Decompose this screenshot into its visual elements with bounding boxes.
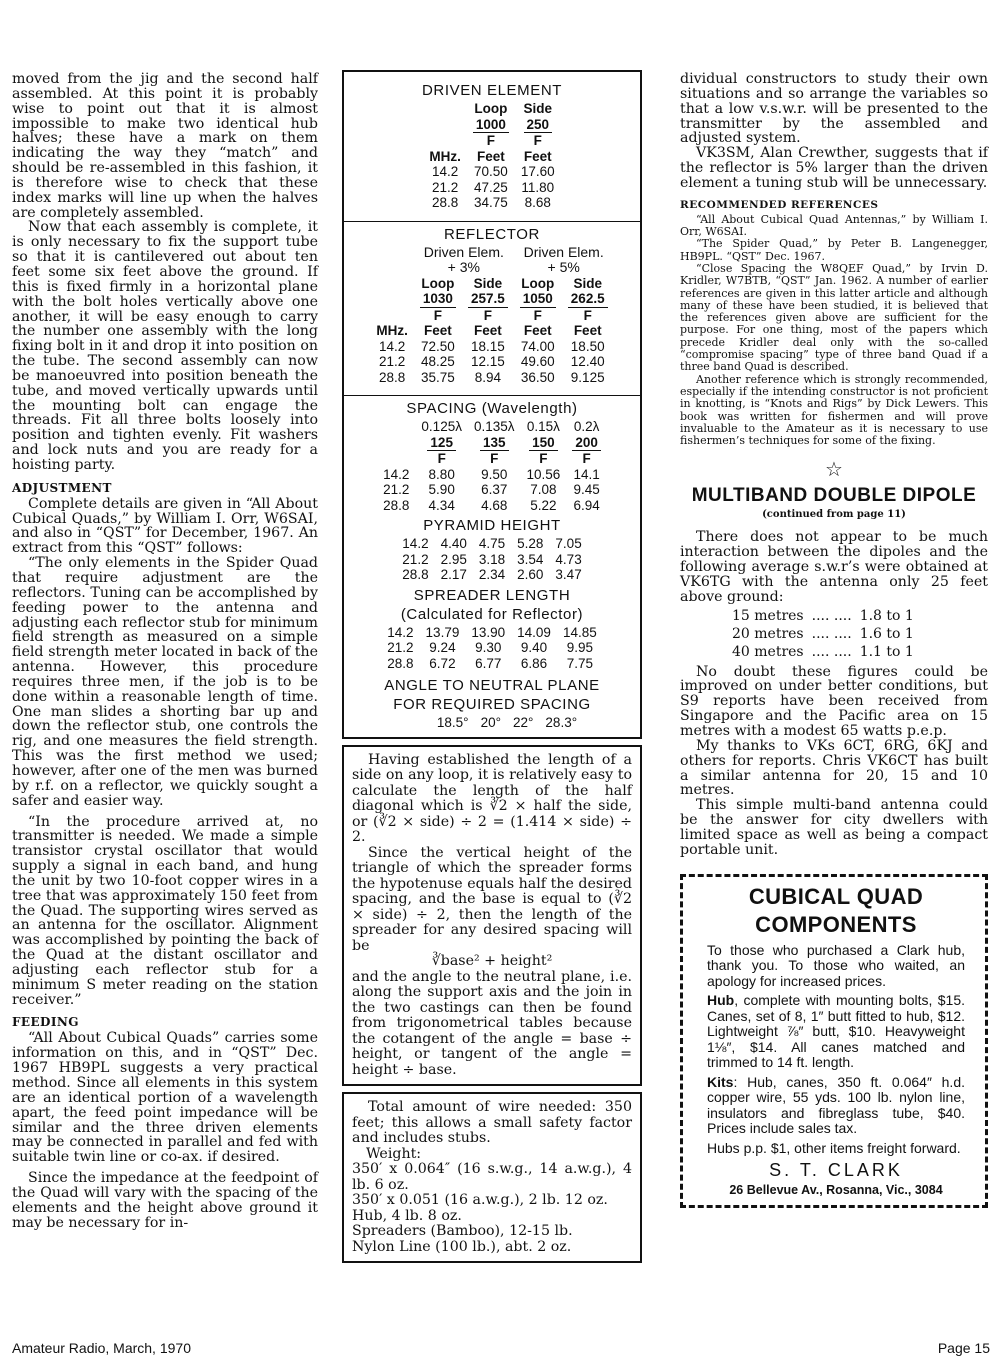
article-paragraph: “The only elements in the Spider Quad that require adjustment are the reflectors. Tuning can be accomplished by feeding power to the antenna and adjusting each reflector stub for minimum field strength as measured on a simple field strength meter located in back of the antenna. However, this procedure requires three men, if the job is to be done within a reasonable length of time. One man slides a shorting bar up and down the reflector stub, one controls the rig, and one measures the field strength. This was the first method we used; however, after one of the men was burned by r.f. on a reflector, we quickly sought a safer and easier way. bbox=[12, 555, 318, 809]
article-paragraph: Since the vertical height of the triangle of which the spreader forms the hypotenuse equals half the desired spacing, and the base is equal to (∛2 × side) ÷ 2, then the length of the spreader for any desired spacing will be bbox=[352, 844, 632, 954]
dimension-tables-box bbox=[342, 70, 642, 739]
list-item: 350′ x 0.051 (16 a.w.g.), 2 lb. 12 oz. bbox=[352, 1192, 608, 1208]
article-paragraph: This simple multi-band antenna could be the answer for city dwellers with limited space as well as being a compact portable unit. bbox=[680, 797, 988, 858]
table-row: 20 metres .... .... 1.6 to 1 bbox=[732, 625, 914, 642]
list-item: Hub, 4 lb. 8 oz. bbox=[352, 1207, 462, 1224]
multiband-subtitle: (continued from page 11) bbox=[762, 509, 906, 521]
reference-item: “Close Spacing the W8QEF Quad,” by Irvin D. Kridler, W7BTB, “QST” Jan. 1962. A number of earlier references are given in this latter article and although many of these have been studied, it is believed that the references given above are sufficient for the purpose. For one thing, most of the papers which precede Kridler deal only with the so-called “compromise spacing” type of three band Quad if a three band Quad is described. bbox=[680, 261, 988, 374]
angle-title-2: FOR REQUIRED SPACING bbox=[393, 696, 591, 713]
spacing-table: 0.125λ 0.135λ 0.15λ 0.2λ $\frac{125}{F}$ $\frac{135}{F}$ $\frac{150}{F}$ $\frac{200}{F}$ 14.2 8.80 9.50 10.56 14.1 21.2 5.90 6.37 7.08 9.45 28.8 4.34 4.68 5.22 6.94 bbox=[377, 419, 607, 513]
table-row: 14.2 72.50 18.15 74.00 18.50 bbox=[379, 338, 605, 354]
article-paragraph: Total amount of wire needed: 350 feet; this allows a small safety factor and includes stubs. bbox=[352, 1099, 632, 1146]
advertisement-box bbox=[680, 874, 988, 1209]
center-column bbox=[342, 70, 642, 1269]
spreader-formula: ∛base² + height² bbox=[431, 953, 553, 969]
table-row: 21.2 2.95 3.18 3.54 4.73 bbox=[402, 551, 582, 567]
spreader-length-title: SPREADER LENGTH bbox=[413, 586, 571, 604]
table-row: 21.2 48.25 12.15 49.60 12.40 bbox=[379, 354, 605, 369]
driven-element-table: Loop Side $\frac{1000}{F}$ $\frac{250}{F}$ MHz. Feet Feet 14.2 70.50 17.60 21.2 47.25 11.80 28.8 34.75 8.68 bbox=[423, 101, 560, 211]
ad-kits-paragraph: Kits: Hub, canes, 350 ft. 0.064″ h.d. copper wire, 55 yds. 100 lb. nylon line, insulators and fibreglass tube, $40. Prices include sales tax. bbox=[707, 1073, 965, 1137]
spreader-length-table bbox=[381, 625, 602, 672]
ad-title-line-1: CUBICAL QUAD bbox=[748, 883, 924, 909]
article-paragraph: My thanks to VKs 6CT, 6RG, 6KJ and others for reports. Chris VK6CT has built a similar antenna for 20, 15 and 10 metres. bbox=[680, 737, 988, 799]
list-item: Spreaders (Bamboo), 12-15 lb. bbox=[352, 1223, 573, 1239]
table-row: 14.2 8.80 9.50 10.56 14.1 bbox=[383, 466, 600, 482]
driven-element-title: DRIVEN ELEMENT bbox=[421, 82, 563, 99]
article-paragraph: Complete details are given in “All About Cubical Quads,” by William I. Orr, W6SAI, and also in “QST” for December, 1967. An extract from this “QST” follows: bbox=[12, 495, 318, 557]
list-item: Nylon Line (100 lb.), abt. 2 oz. bbox=[352, 1238, 572, 1255]
references-heading: RECOMMENDED REFERENCES bbox=[680, 198, 879, 211]
pyramid-height-table bbox=[396, 536, 587, 583]
footer-publication: Amateur Radio, March, 1970 bbox=[12, 1340, 191, 1356]
table-row: 21.2 5.90 6.37 7.08 9.45 bbox=[383, 482, 600, 497]
spacing-title: SPACING (Wavelength) bbox=[406, 400, 578, 417]
right-column bbox=[680, 72, 988, 1208]
table-row: 28.8 34.75 8.68 bbox=[431, 195, 551, 210]
table-row: 28.8 2.17 2.34 2.60 3.47 bbox=[402, 567, 582, 582]
section-heading-feeding: FEEDING bbox=[12, 1015, 79, 1030]
article-paragraph: VK3SM, Alan Crewther, suggests that if the reflector is 5% larger than the driven element a tuning stub will be unnecessary. bbox=[680, 145, 988, 191]
article-paragraph: “In the procedure arrived at, no transmitter is needed. We made a simple transistor crystal oscillator that would supply a signal in each band, and hung the unit by two 10-foot copper wires in a tree that was approximately 150 feet from the Quad. The supporting wires served as an antenna for the oscillator. Alignment was accomplished by pointing the back of the Quad at the distant oscillator and adjusting each reflector stub for a minimum S meter reading on the station receiver.” bbox=[12, 813, 318, 1008]
calculation-text-box bbox=[342, 745, 642, 1087]
angle-table bbox=[401, 715, 583, 731]
table-row: 14.2 4.40 4.75 5.28 7.05 bbox=[402, 536, 582, 551]
ad-title-line-2: COMPONENTS bbox=[755, 911, 917, 937]
angle-title-1: ANGLE TO NEUTRAL PLANE bbox=[384, 677, 600, 694]
article-paragraph: moved from the jig and the second half assembled. At this point it is probably wise to point out that it is almost impossible to make two identical hub halves; these have a mark on them indicating the way they “match” and should be re-assembled in this fashion, it is therefore wise to check that these index marks will line up when the halves are completely assembled. bbox=[12, 71, 318, 221]
table-row: 28.8 35.75 8.94 36.50 9.125 bbox=[379, 369, 605, 385]
table-row: 40 metres .... .... 1.1 to 1 bbox=[732, 643, 914, 660]
advertiser-address: 26 Bellevue Av., Rosanna, Vic., 3084 bbox=[729, 1183, 943, 1198]
reference-item: “The Spider Quad,” by Peter B. Langenegger, HB9PL. “QST” Dec. 1967. bbox=[680, 237, 988, 263]
wire-weight-box bbox=[342, 1092, 642, 1263]
star-icon: ☆ bbox=[825, 457, 843, 482]
article-paragraph: dividual constructors to study their own situations and so arrange the variables so that a low v.s.w.r. will be presented to the transmitter by the assembled and adjusted system. bbox=[680, 71, 988, 147]
reflector-title: REFLECTOR bbox=[444, 225, 540, 243]
reference-item: Another reference which is strongly recommended, especially if the intending constructor is not proficient in knotting, is “Knots and Rigs” by Dick Lewers. This book was written for fishermen and will prove invaluable to the Amateur as it is necessary to use fishermen’s techniques for some of the fixing. bbox=[680, 372, 988, 448]
article-paragraph: Now that each assembly is complete, it is only necessary to fix the support tube so that it is cantilevered out about ten feet some six feet above the ground. If this is fixed firmly in a horizontal plane with the bolt holes vertically above one another, it will be easy enough to carry the number one assembly with the long fixing bolt in it and drop it into position on the tube. The second assembly can now be manoeuvred into position beneath the tube, and moved vertically upwards until the mounting bolt can engage the threads. Fit all three bolts loosely into position and tighten evenly. Fit washers and lock nuts and you are ready for a hoisting party. bbox=[12, 219, 318, 473]
weight-label: Weight: bbox=[366, 1145, 422, 1162]
table-row: 28.8 4.34 4.68 5.22 6.94 bbox=[383, 497, 600, 513]
footer-page-number: Page 15 bbox=[937, 1340, 990, 1356]
article-paragraph: and the angle to the neutral plane, i.e. along the support axis and the join in the two castings can then be found from trigonometrical tables because the cotangent of the angle = base ÷ height, or tangent of the angle = height ÷ base. bbox=[352, 968, 632, 1078]
article-paragraph: “All About Cubical Quads” carries some information on this, and in “QST” Dec. 1967 HB9PL suggests a very practical method. Since all elements in this system are an identical portion of a wavelength apart, the feed point impedance will be similar and the three driven elements may be connected in parallel and fed with suitable twin line or co-ax. if desired. bbox=[12, 1030, 318, 1166]
advertiser-name: S. T. CLARK bbox=[769, 1160, 903, 1181]
ad-paragraph: Hubs p.p. $1, other items freight forward. bbox=[707, 1139, 961, 1156]
reference-item: “All About Cubical Quad Antennas,” by William I. Orr, W6SAI. bbox=[680, 212, 988, 239]
ad-paragraph: To those who purchased a Clark hub, thank you. To those who waited, an apology for increased prices. bbox=[707, 941, 965, 989]
article-paragraph: There does not appear to be much interaction between the dipoles and the following average s.w.r’s were obtained at VK6TG with the antenna only 25 feet above ground: bbox=[680, 529, 988, 605]
left-column bbox=[12, 72, 318, 1230]
table-row: 14.2 13.79 13.90 14.09 14.85 bbox=[387, 624, 597, 640]
article-paragraph: No doubt these figures could be improved on under better conditions, but S9 reports have been received from Singapore and the Pacific area on 15 metres with a modest 65 watts p.e.p. bbox=[680, 663, 988, 739]
table-row: 18.5° 20° 22° 28.3° bbox=[436, 715, 578, 730]
article-paragraph: Since the impedance at the feedpoint of the Quad will vary with the spacing of the elements and the height above ground it may be necessary for in- bbox=[12, 1170, 318, 1231]
table-row: 15 metres .... .... 1.8 to 1 bbox=[732, 607, 914, 624]
list-item: 350′ x 0.064″ (16 s.w.g., 14 a.w.g.), 4 lb. 6 oz. bbox=[352, 1161, 632, 1193]
multiband-title: MULTIBAND DOUBLE DIPOLE bbox=[691, 485, 977, 507]
ad-hub-paragraph: Hub, complete with mounting bolts, $15. Canes, set of 8, 1″ butt fitted to hub, $12. Lightweight ⅞″ butt, $10. Heavyweight 1⅛″, $14. All canes matched and trimmed to 14 ft. length. bbox=[707, 992, 965, 1071]
table-row: 28.8 6.72 6.77 6.86 7.75 bbox=[387, 655, 593, 671]
spreader-length-subtitle: (Calculated for Reflector) bbox=[400, 605, 584, 623]
article-paragraph: Having established the length of a side on any loop, it is relatively easy to calculate the length of the half diagonal which is ∛2 × half the side, or (∛2 × side) ÷ 2 = (1.414 × side) ÷ 2. bbox=[352, 751, 632, 845]
table-row: 21.2 9.24 9.30 9.40 9.95 bbox=[387, 640, 593, 655]
reflector-table: Driven Elem. Driven Elem. + 3% + 5% Loop Side Loop Side $\frac{1030}{F}$ $\frac{257.5}{F}$ $\frac{1050}{F}$ $\frac{262.5}{F}$ MHz. Feet Feet Feet Feet 14.2 72.50 18.15 74.00 18.50 21.2 48.25 12.15 49.60 12.40 28.8 35.75 8.94 36.50 9.125 bbox=[370, 245, 613, 386]
section-heading-adjustment: ADJUSTMENT bbox=[12, 480, 112, 495]
pyramid-height-title: PYRAMID HEIGHT bbox=[423, 517, 561, 534]
table-row: 14.2 70.50 17.60 bbox=[431, 164, 555, 179]
table-row: 21.2 47.25 11.80 bbox=[431, 179, 555, 195]
swr-table bbox=[728, 607, 918, 661]
